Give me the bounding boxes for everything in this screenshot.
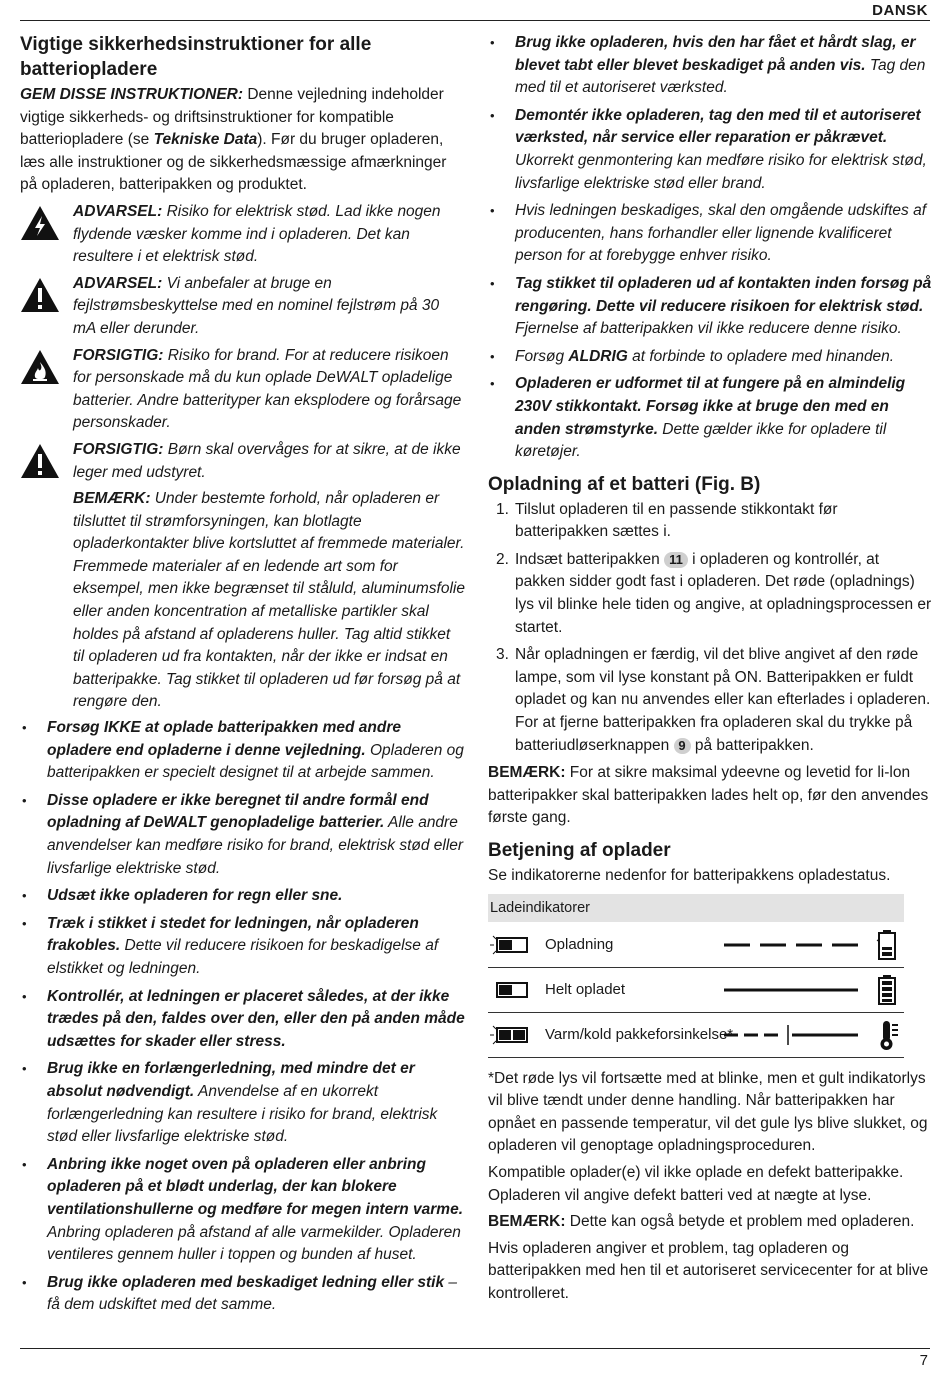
page-number: 7 [919, 1352, 928, 1369]
fire-warning-icon [20, 349, 60, 385]
table-row: Helt opladet [488, 968, 904, 1013]
list-item: • Disse opladere er ikke beregnet til andre formål end opladning af DeWALT genopladelige batterier. Alle andre anvendelser kan medføre risiko for brand, elektrisk stød eller livsfarlige elektriske stød. [20, 790, 465, 880]
operation-note: BEMÆRK: Dette kan også betyde et problem med opladeren. [488, 1213, 915, 1231]
exclamation-caution-icon [20, 443, 60, 479]
list-item: • Tag stikket til opladeren ud af kontakten inden forsøg på rengøring. Dette vil reducere risikoen for elektrisk stød. Fjernelse af batteripakken vil ikke reducere denne risiko. [488, 273, 933, 341]
list-item: • Kontrollér, at ledningen er placeret således, at der ikke trædes på den, faldes over den, eller den på anden måde udsættes for skader eller stress. [20, 986, 465, 1054]
left-column [20, 32, 465, 1322]
charging-note: BEMÆRK: For at sikre maksimal ydeevne og levetid for li-lon batteripakker skal batteripakken lades helt op, før den anvendes første gang. [488, 764, 929, 827]
list-item: • Demontér ikke opladeren, tag den med til et autoriseret værksted, når service eller reparation er påkrævet. Ukorrekt genmontering kan medføre risiko for elektrisk stød, livsfarlige elektriske stød eller brand. [488, 105, 933, 195]
caution-fire: FORSIGTIG: Risiko for brand. For at reducere risikoen for personskade må du kun oplade DeWALT opladelige batterier. Andre batterityper kan eksplodere og forårsage personskader. [20, 345, 465, 435]
list-item: • Forsøg IKKE at oplade batteripakken med andre opladere end opladerne i denne vejledning. Opladeren og batteripakken er specielt designet til at arbejde sammen. [20, 717, 465, 785]
list-item: • Træk i stikket i stedet for ledningen, når opladeren frakobles. Dette vil reducere risikoen for beskadigelse af elstikket og ledningen. [20, 913, 465, 981]
electric-shock-warning-icon [20, 205, 60, 241]
list-item: • Brug ikke opladeren med beskadiget ledning eller stik –få dem udskiftet med det samme. [20, 1272, 465, 1317]
warning-electric: ADVARSEL: Risiko for elektrisk stød. Lad ikke nogen flydende væsker komme ind i opladeren. Det kan resultere i et elektrisk stød. [20, 201, 465, 269]
language-label: DANSK [872, 2, 928, 19]
list-item: • Anbring ikke noget oven på opladeren eller anbring opladeren på et blødt underlag, der kan blokere ventilationshullerne og medføre for megen intern varme. Anbring opladeren på afstand af alle varmekilder. Opladeren ventileres gennem huller i toppen og bunden af huset. [20, 1154, 465, 1267]
list-item: • Udsæt ikke opladeren for regn eller sne. [20, 885, 465, 908]
footnote: *Det røde lys vil fortsætte med at blinke, men et gult indikatorlys vil blive tændt under denne handling. Når batteripakken har opnået en passende temperatur, vil det gule lys blive slukket, og opladeren vil genoptage opladningsproceduren. [488, 1069, 928, 1155]
table-row: Opladning [488, 923, 904, 968]
right-column [488, 32, 933, 1310]
battery-full-icon [876, 974, 898, 1006]
callout-badge: 9 [674, 738, 691, 754]
list-item: 2. Indsæt batteripakken 11 i opladeren og kontrollér, at pakken sidder godt fast i opladeren. Det røde (opladnings) lys vil blinke hele tiden og angive, at opladningsprocessen er startet. [496, 550, 932, 636]
blinking-led-icon [488, 931, 532, 959]
safety-bullet-list-continued [488, 32, 933, 464]
charging-steps [488, 499, 933, 758]
defective-pack-paragraph: Kompatible oplader(e) vil ikke oplade en defekt batteripakke. Opladeren vil angive defekt batteri ved at nægte at lyse. [488, 1163, 904, 1204]
charge-indicator-table [488, 894, 904, 1058]
warning-rcd: ADVARSEL: Vi anbefaler at bruge en fejlstrømsbeskyttelse med en nominel fejlstrøm på 30 mA eller derunder. [20, 273, 465, 341]
operation-intro: Se indikatorerne nedenfor for batteripakkens opladestatus. [488, 867, 891, 884]
steady-led-icon [488, 976, 532, 1004]
section-title-operation: Betjening af oplader [488, 840, 671, 861]
blink-pattern [724, 931, 864, 959]
header-rule [20, 20, 930, 21]
footer-rule [20, 1348, 930, 1349]
table-row: Varm/kold pakkeforsinkelse* [488, 1013, 904, 1058]
intro-paragraph: GEM DISSE INSTRUKTIONER: Denne vejledning indeholder vigtige sikkerheds- og driftsinstruktioner for kompatible batteriopladere (se Tekniske Data). Før du bruger opladeren, læs alle instruktioner og de sikkerhedsmæssige afmærkninger på opladeren, batteripakken og produktet. [20, 86, 447, 194]
safety-bullet-list [20, 717, 465, 1317]
note-foreign-materials: BEMÆRK: Under bestemte forhold, når opladeren er tilsluttet til strømforsyningen, kan blotlagte opladerkontakter blive kortsluttet af fremmede materialer. Fremmede materialer af en ledende art som for eksempel, men ikke begrænset til ståluld, aluminumsfolie eller anden koncentration af metalliske partikler skal holdes på afstand af opladerens huller. Tag altid stikket til opladeren ud fra kontakten, når der ikke er indsat en batteripakke. Tag stikket til opladeren ud før forsøg på at rengøre den. [73, 490, 465, 711]
list-item: • Brug ikke en forlængerledning, med mindre det er absolut nødvendigt. Anvendelse af en ukorrekt forlængerledning kan resultere i risiko for brand, elektrisk stød eller livsfarlige elektriske stød. [20, 1058, 465, 1148]
service-paragraph: Hvis opladeren angiver et problem, tag opladeren og batteripakken med hen til et autoriseret servicecenter for at blive kontrolleret. [488, 1239, 929, 1302]
exclamation-warning-icon [20, 277, 60, 313]
list-item: 3. Når opladningen er færdig, vil det blive angivet af den røde lampe, som vil lyse konstant på ON. Batteripakken er fuldt opladet og kan nu anvendes eller kan efterlades i opladeren. For at fjerne batteripakken fra opladeren skal du trykke på batteriudløserknappen 9 på batteripakken. [496, 646, 931, 754]
delay-pattern [724, 1021, 864, 1049]
callout-badge: 11 [664, 552, 688, 568]
solid-pattern [724, 976, 864, 1004]
list-item: • Brug ikke opladeren, hvis den har fået et hårdt slag, er blevet tabt eller blevet beskadiget på anden vis. Tag den med til et autoriseret værksted. [488, 32, 933, 100]
battery-charging-icon [876, 929, 898, 961]
list-item: • Hvis ledningen beskadiges, skal den omgående udskiftes af producenten, hans forhandler eller lignende kvalificeret person for at forebygge enhver risiko. [488, 200, 933, 268]
thermometer-icon [876, 1019, 902, 1051]
list-item: • Forsøg ALDRIG at forbinde to opladere med hinanden. [488, 346, 933, 369]
blinking-dual-led-icon [488, 1021, 532, 1049]
list-item: • Opladeren er udformet til at fungere på en almindelig 230V stikkontakt. Forsøg ikke at bruge den med en anden strømstyrke. Dette gælder ikke for opladere til køretøjer. [488, 373, 933, 463]
list-item: 1. Tilslut opladeren til en passende stikkontakt før batteripakken sættes i. [496, 500, 838, 541]
caution-children: FORSIGTIG: Børn skal overvåges for at sikre, at de ikke leger med udstyret. [20, 439, 465, 484]
section-title-charging: Opladning af et batteri (Fig. B) [488, 473, 761, 495]
table-header: Ladeindikatorer [488, 894, 904, 923]
section-title-safety: Vigtige sikkerhedsinstruktioner for alle batteriopladere [20, 34, 372, 80]
